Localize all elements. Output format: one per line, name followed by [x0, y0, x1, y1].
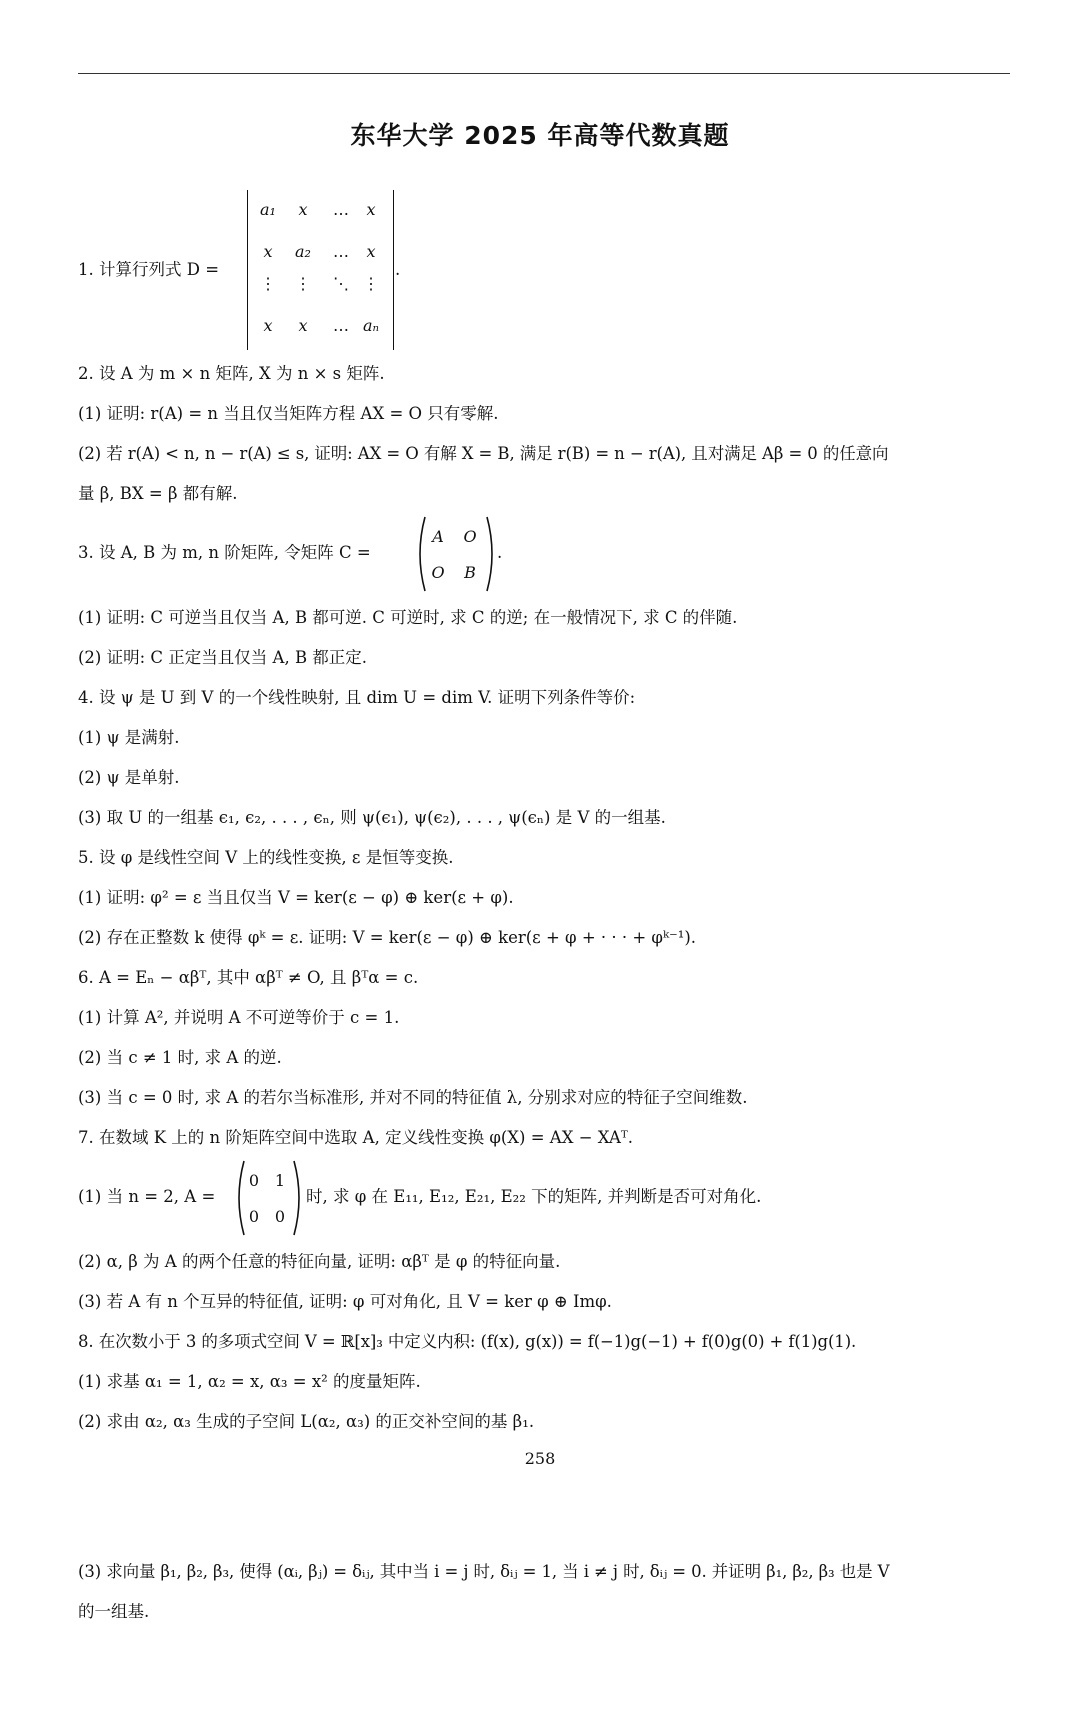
matrix-cell: 0 [248, 1207, 260, 1226]
det-cell: x [263, 316, 273, 335]
det-cell: a₂ [295, 242, 311, 261]
det-cell: ⋮ [363, 274, 379, 293]
det-cell: x [366, 200, 376, 219]
text-line: 的一组基. [78, 1602, 150, 1621]
det-cell: ⋮ [295, 274, 311, 293]
page-number: 258 [524, 1449, 556, 1468]
determinant-matrix [247, 190, 394, 350]
matrix-cell: 0 [248, 1171, 260, 1190]
q7-1-prefix: (1) 当 n = 2, A = [78, 1187, 216, 1206]
text-line: (1) 求基 α₁ = 1, α₂ = x, α₃ = x² 的度量矩阵. [78, 1372, 421, 1391]
text-line: (2) 存在正整数 k 使得 φᵏ = ε. 证明: V = ker(ε − φ) ⊕ ker(ε + φ + · · · + φᵏ⁻¹). [78, 928, 697, 947]
matrix-cell: 0 [274, 1207, 286, 1226]
text-line: 4. 设 ψ 是 U 到 V 的一个线性映射, 且 dim U = dim V. 证明下列条件等价: [78, 688, 636, 707]
det-cell: x [298, 316, 308, 335]
text-line: 2. 设 A 为 m × n 矩阵, X 为 n × s 矩阵. [78, 364, 385, 383]
left-paren-icon [413, 516, 427, 592]
q3-suffix: . [497, 543, 503, 562]
det-cell: x [366, 242, 376, 261]
det-cell: … [333, 242, 349, 261]
det-cell: aₙ [362, 316, 380, 335]
right-paren-icon [292, 1160, 306, 1236]
text-line: (1) 证明: C 可逆当且仅当 A, B 都可逆. C 可逆时, 求 C 的逆; 在一般情况下, 求 C 的伴随. [78, 608, 738, 627]
matrix-cell: O [431, 563, 445, 582]
q7-1-suffix: 时, 求 φ 在 E₁₁, E₁₂, E₂₁, E₂₂ 下的矩阵, 并判断是否可对角化. [306, 1187, 762, 1206]
text-line: (2) 证明: C 正定当且仅当 A, B 都正定. [78, 648, 368, 667]
text-line: (1) ψ 是满射. [78, 728, 180, 747]
text-line: (2) ψ 是单射. [78, 768, 180, 787]
matrix-cell: O [463, 527, 477, 546]
text-line: 5. 设 φ 是线性空间 V 上的线性变换, ε 是恒等变换. [78, 848, 454, 867]
det-cell: x [298, 200, 308, 219]
det-cell: a₁ [260, 200, 276, 219]
text-line: 6. A = Eₙ − αβᵀ, 其中 αβᵀ ≠ O, 且 βᵀα = c. [78, 968, 419, 987]
matrix-a [232, 1160, 302, 1236]
q1-suffix: . [395, 260, 401, 279]
text-line: (3) 若 A 有 n 个互异的特征值, 证明: φ 可对角化, 且 V = ker φ ⊕ Imφ. [78, 1292, 612, 1311]
det-cell: ⋮ [260, 274, 276, 293]
text-line: (2) 若 r(A) < n, n − r(A) ≤ s, 证明: AX = O 有解 X = B, 满足 r(B) = n − r(A), 且对满足 Aβ = 0 的任意向 [78, 444, 889, 463]
text-line: (3) 取 U 的一组基 ϵ₁, ϵ₂, . . . , ϵₙ, 则 ψ(ϵ₁), ψ(ϵ₂), . . . , ψ(ϵₙ) 是 V 的一组基. [78, 808, 666, 827]
det-cell: … [333, 316, 349, 335]
text-line: 8. 在次数小于 3 的多项式空间 V = ℝ[x]₃ 中定义内积: (f(x), g(x)) = f(−1)g(−1) + f(0)g(0) + f(1)g(1). [78, 1332, 857, 1351]
text-line: (1) 计算 A², 并说明 A 不可逆等价于 c = 1. [78, 1008, 400, 1027]
det-cell: ⋱ [333, 274, 349, 293]
text-line: (3) 求向量 β₁, β₂, β₃, 使得 (αᵢ, βⱼ) = δᵢⱼ, 其中当 i = j 时, δᵢⱼ = 1, 当 i ≠ j 时, δᵢⱼ = 0. 并证明 β₁, β₂, β₃ 也是 V [78, 1562, 890, 1581]
det-cell: x [263, 242, 273, 261]
block-matrix-c [413, 516, 493, 592]
q1-prefix: 1. 计算行列式 D = [78, 260, 220, 279]
text-line: (2) 当 c ≠ 1 时, 求 A 的逆. [78, 1048, 282, 1067]
matrix-cell: B [464, 563, 476, 582]
text-line: (2) 求由 α₂, α₃ 生成的子空间 L(α₂, α₃) 的正交补空间的基 β₁. [78, 1412, 535, 1431]
text-line: (1) 证明: r(A) = n 当且仅当矩阵方程 AX = O 只有零解. [78, 404, 499, 423]
text-line: (1) 证明: φ² = ε 当且仅当 V = ker(ε − φ) ⊕ ker(ε + φ). [78, 888, 514, 907]
det-cell: … [333, 200, 349, 219]
text-line: (3) 当 c = 0 时, 求 A 的若尔当标准形, 并对不同的特征值 λ, 分别求对应的特征子空间维数. [78, 1088, 748, 1107]
page-title: 东华大学 2025 年高等代数真题 [350, 121, 730, 150]
matrix-cell: 1 [274, 1171, 286, 1190]
header-rule [78, 73, 1010, 74]
q3-prefix: 3. 设 A, B 为 m, n 阶矩阵, 令矩阵 C = [78, 543, 371, 562]
text-line: 量 β, BX = β 都有解. [78, 484, 238, 503]
text-line: 7. 在数域 K 上的 n 阶矩阵空间中选取 A, 定义线性变换 φ(X) = AX − XAᵀ. [78, 1128, 634, 1147]
text-line: (2) α, β 为 A 的两个任意的特征向量, 证明: αβᵀ 是 φ 的特征向量. [78, 1252, 561, 1271]
matrix-cell: A [432, 527, 444, 546]
